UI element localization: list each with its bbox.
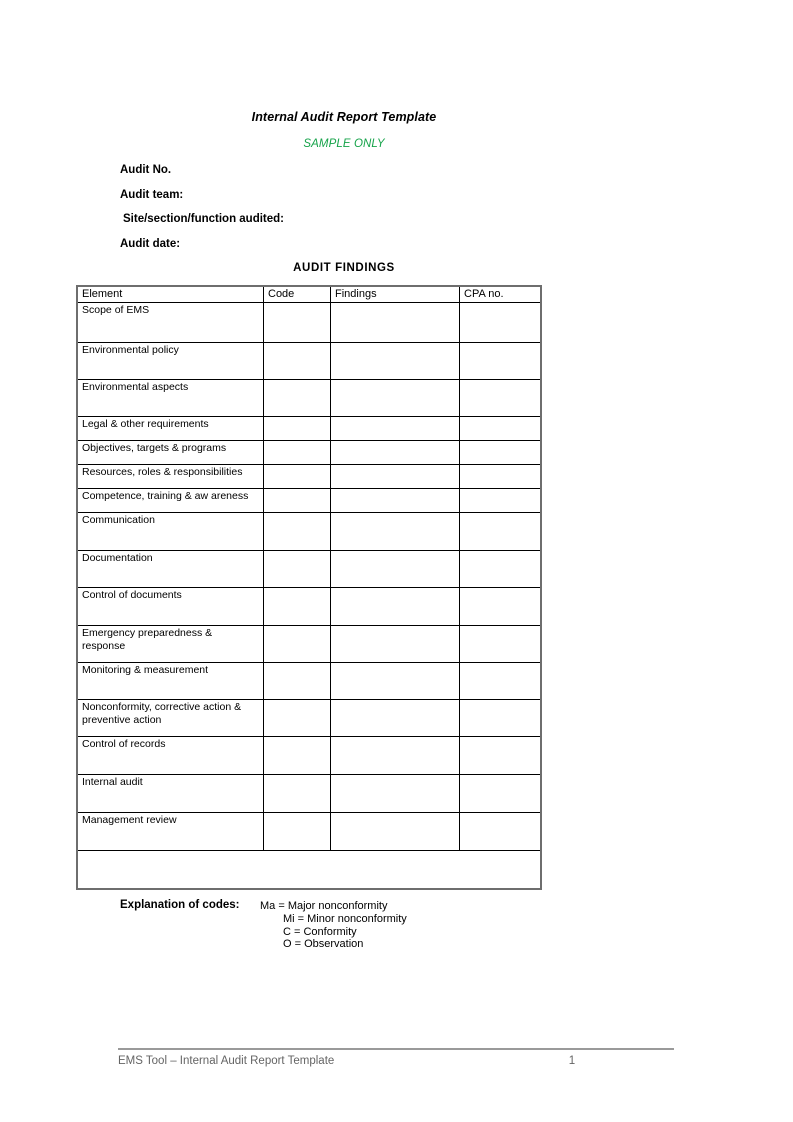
cell-element (78, 775, 264, 813)
cell-findings[interactable] (331, 441, 460, 465)
cell-code-text (264, 663, 330, 664)
cell-code-text (264, 813, 330, 814)
table-row (78, 626, 542, 663)
cell-code-text (264, 700, 330, 701)
cell-findings-text (331, 737, 459, 738)
column-header-cpa-no (460, 287, 542, 303)
cell-code-text (264, 588, 330, 589)
cell-findings[interactable] (331, 700, 460, 737)
cell-code[interactable] (264, 700, 331, 737)
field-label-site-section-function: Site/section/function audited: (123, 213, 285, 225)
cell-findings[interactable] (331, 663, 460, 700)
cell-element-text: Communication (82, 514, 155, 526)
cell-cpa-no-text (460, 588, 541, 589)
cell-cpa-no[interactable] (460, 343, 542, 380)
cell-element (78, 626, 264, 663)
cell-element-text: Resources, roles & responsibilities (82, 466, 243, 478)
page-title: Internal Audit Report Template (251, 110, 437, 124)
table-row (78, 775, 542, 813)
cell-findings[interactable] (331, 551, 460, 588)
table-row (78, 441, 542, 465)
cell-element (78, 465, 264, 489)
cell-element (78, 380, 264, 417)
cell-findings[interactable] (331, 417, 460, 441)
cell-element (78, 663, 264, 700)
cell-cpa-no-text (460, 775, 541, 776)
cell-cpa-no-text (460, 380, 541, 381)
table-row (78, 700, 542, 737)
cell-element-text: Legal & other requirements (82, 418, 209, 430)
cell-code-text (264, 417, 330, 418)
cell-cpa-no-text (460, 489, 541, 490)
cell-findings[interactable] (331, 465, 460, 489)
cell-findings-text (331, 700, 459, 701)
cell-code[interactable] (264, 737, 331, 775)
table-row (78, 489, 542, 513)
table-row (78, 343, 542, 380)
cell-element-text: Nonconformity, corrective action & preventive action (82, 701, 242, 726)
table-row (78, 813, 542, 851)
cell-findings-text (331, 441, 459, 442)
cell-findings-text (331, 588, 459, 589)
cell-element (78, 303, 264, 343)
table-row (78, 588, 542, 626)
table-row (78, 465, 542, 489)
cell-cpa-no-text (460, 663, 541, 664)
cell-element (78, 343, 264, 380)
cell-element-text: Environmental aspects (82, 381, 189, 393)
explanation-of-codes-label: Explanation of codes: (120, 899, 240, 911)
cell-cpa-no-text (460, 303, 541, 304)
cell-element-text: Management review (82, 814, 177, 826)
cell-findings[interactable] (331, 303, 460, 343)
cell-code[interactable] (264, 380, 331, 417)
cell-code-text (264, 551, 330, 552)
cell-code[interactable] (264, 551, 331, 588)
cell-findings-text (331, 489, 459, 490)
code-definition-line: C = Conformity (283, 925, 357, 938)
cell-code[interactable] (264, 775, 331, 813)
cell-code[interactable] (264, 417, 331, 441)
cell-cpa-no[interactable] (460, 588, 542, 626)
cell-cpa-no-text (460, 626, 541, 627)
cell-cpa-no[interactable] (460, 626, 542, 663)
cell-code-text (264, 303, 330, 304)
section-heading-audit-findings: AUDIT FINDINGS (293, 262, 395, 274)
cell-findings[interactable] (331, 588, 460, 626)
cell-findings[interactable] (331, 813, 460, 851)
cell-code[interactable] (264, 663, 331, 700)
cell-element (78, 813, 264, 851)
cell-findings-text (331, 343, 459, 344)
cell-element-text: Control of records (82, 738, 166, 750)
cell-code-text (264, 465, 330, 466)
cell-code[interactable] (264, 343, 331, 380)
table-row (78, 417, 542, 441)
cell-cpa-no[interactable] (460, 513, 542, 551)
cell-cpa-no[interactable] (460, 551, 542, 588)
cell-cpa-no-text (460, 343, 541, 344)
cell-code-text (264, 489, 330, 490)
code-definition-line: Mi = Minor nonconformity (283, 912, 407, 925)
cell-cpa-no-text (460, 700, 541, 701)
cell-element-text: Competence, training & aw areness (82, 490, 249, 502)
cell-code[interactable] (264, 303, 331, 343)
column-header-code-label: Code (268, 288, 295, 300)
table-body (78, 303, 542, 851)
cell-element-text: Control of documents (82, 589, 182, 601)
cell-findings[interactable] (331, 775, 460, 813)
code-definition-line: O = Observation (283, 938, 364, 951)
field-label-audit-date: Audit date: (120, 238, 181, 250)
column-header-findings-label: Findings (335, 288, 377, 300)
cell-code-text (264, 343, 330, 344)
cell-code[interactable] (264, 626, 331, 663)
cell-cpa-no[interactable] (460, 465, 542, 489)
cell-findings-text (331, 775, 459, 776)
audit-findings-table (77, 286, 542, 851)
cell-findings[interactable] (331, 737, 460, 775)
table-row (78, 513, 542, 551)
table-row (78, 551, 542, 588)
cell-cpa-no-text (460, 551, 541, 552)
cell-code[interactable] (264, 588, 331, 626)
cell-element (78, 700, 264, 737)
cell-findings[interactable] (331, 513, 460, 551)
cell-cpa-no-text (460, 441, 541, 442)
column-header-element (78, 287, 264, 303)
footer-divider (118, 1048, 674, 1050)
table-header-row (78, 287, 542, 303)
cell-cpa-no[interactable] (460, 417, 542, 441)
table-row (78, 380, 542, 417)
cell-code[interactable] (264, 513, 331, 551)
cell-cpa-no-text (460, 417, 541, 418)
sample-only-watermark: SAMPLE ONLY (303, 138, 385, 150)
cell-findings-text (331, 465, 459, 466)
cell-element-text: Emergency preparedness & response (82, 627, 213, 652)
cell-findings[interactable] (331, 489, 460, 513)
cell-cpa-no[interactable] (460, 303, 542, 343)
column-header-findings (331, 287, 460, 303)
cell-findings-text (331, 303, 459, 304)
cell-element-text: Scope of EMS (82, 304, 150, 316)
cell-cpa-no[interactable] (460, 380, 542, 417)
code-definition-line: Ma = Major nonconformity (260, 900, 388, 912)
field-label-audit-no: Audit No. (120, 164, 172, 176)
cell-findings-text (331, 626, 459, 627)
cell-findings-text (331, 513, 459, 514)
cell-element (78, 441, 264, 465)
cell-cpa-no-text (460, 513, 541, 514)
table-row (78, 737, 542, 775)
cell-cpa-no[interactable] (460, 700, 542, 737)
cell-element-text: Internal audit (82, 776, 143, 788)
cell-cpa-no[interactable] (460, 737, 542, 775)
cell-findings-text (331, 380, 459, 381)
cell-cpa-no-text (460, 813, 541, 814)
cell-element-text: Environmental policy (82, 344, 179, 356)
cell-findings-text (331, 663, 459, 664)
cell-code[interactable] (264, 465, 331, 489)
table-row (78, 303, 542, 343)
cell-code[interactable] (264, 813, 331, 851)
cell-code-text (264, 737, 330, 738)
cell-code-text (264, 513, 330, 514)
cell-cpa-no-text (460, 737, 541, 738)
cell-findings-text (331, 417, 459, 418)
cell-element-text: Objectives, targets & programs (82, 442, 227, 454)
table-row (78, 663, 542, 700)
cell-code-text (264, 626, 330, 627)
cell-code[interactable] (264, 489, 331, 513)
cell-element (78, 737, 264, 775)
cell-findings[interactable] (331, 343, 460, 380)
cell-element-text: Monitoring & measurement (82, 664, 209, 676)
cell-element (78, 513, 264, 551)
cell-element-text: Documentation (82, 552, 153, 564)
cell-cpa-no[interactable] (460, 775, 542, 813)
footer-title: EMS Tool – Internal Audit Report Template (118, 1055, 335, 1067)
cell-cpa-no[interactable] (460, 441, 542, 465)
field-label-audit-team: Audit team: (120, 189, 184, 201)
cell-cpa-no[interactable] (460, 663, 542, 700)
cell-findings-text (331, 813, 459, 814)
column-header-element-label: Element (82, 288, 123, 300)
cell-element (78, 551, 264, 588)
cell-cpa-no[interactable] (460, 813, 542, 851)
cell-code-text (264, 380, 330, 381)
cell-code-text (264, 775, 330, 776)
column-header-cpa-no-label: CPA no. (464, 288, 504, 300)
code-definition-list (260, 900, 407, 951)
cell-cpa-no-text (460, 465, 541, 466)
cell-findings-text (331, 551, 459, 552)
column-header-code (264, 287, 331, 303)
cell-element (78, 588, 264, 626)
cell-cpa-no[interactable] (460, 489, 542, 513)
footer-page-number: 1 (568, 1055, 576, 1067)
cell-code-text (264, 441, 330, 442)
cell-findings[interactable] (331, 380, 460, 417)
cell-findings[interactable] (331, 626, 460, 663)
cell-code[interactable] (264, 441, 331, 465)
cell-element (78, 489, 264, 513)
cell-element (78, 417, 264, 441)
